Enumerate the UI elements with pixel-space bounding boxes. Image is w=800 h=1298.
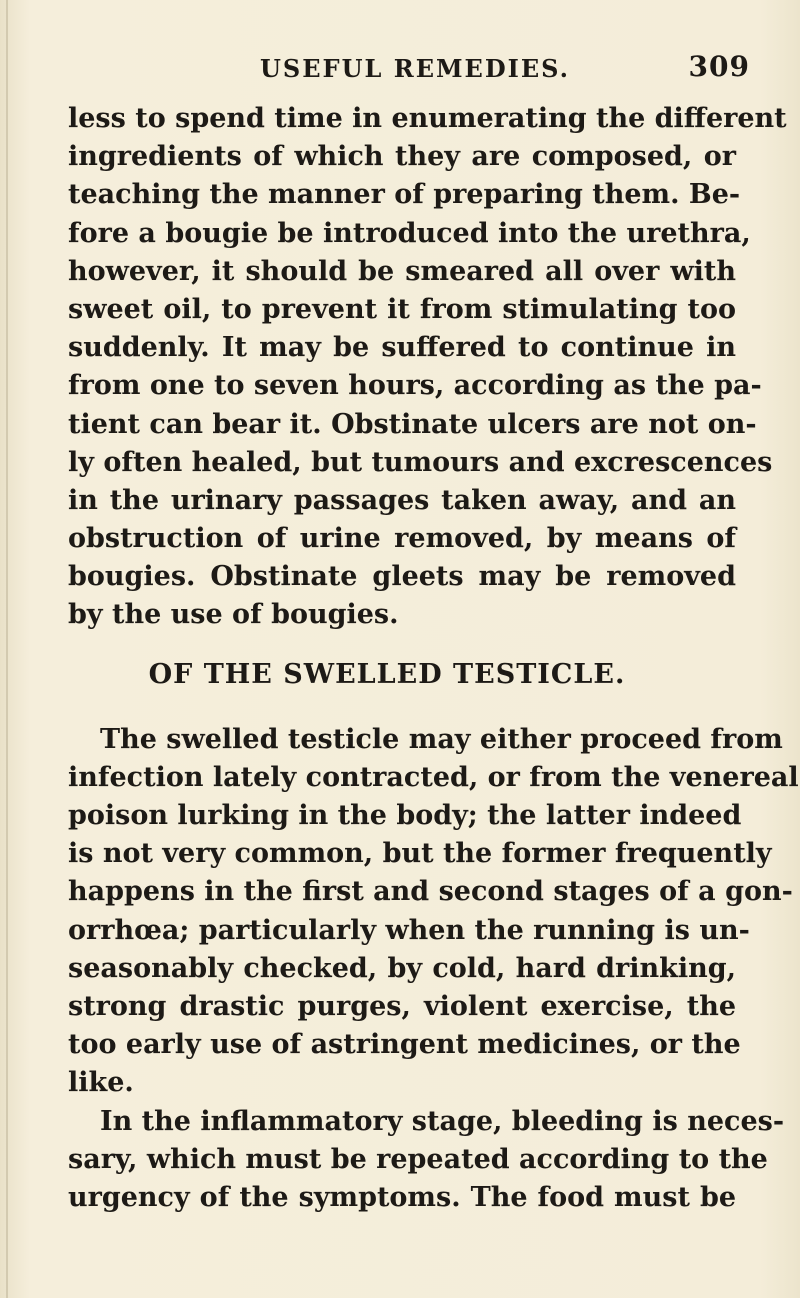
text-line: ingredients of which they are composed, or (68, 141, 736, 173)
text-line: infection lately contracted, or from the venereal (68, 761, 799, 793)
text-line: tient can bear it. Obstinate ulcers are not on- (68, 408, 757, 440)
text-line: sweet oil, to prevent it from stimulating too (68, 293, 736, 325)
text-line: from one to seven hours, according as the pa- (68, 370, 762, 402)
paragraph-continued (68, 100, 787, 635)
body-text (68, 100, 799, 1217)
text-line: too early use of astringent medicines, or the (68, 1029, 741, 1061)
text-line: The swelled testicle may either proceed from (100, 723, 783, 755)
text-line: ly often healed, but tumours and excrescences (68, 446, 773, 478)
text-line: fore a bougie be introduced into the urethra, (68, 217, 751, 249)
text-line: less to spend time in enumerating the different (68, 103, 787, 134)
text-line: sary, which must be repeated according to the (68, 1143, 768, 1175)
paragraph-swelled-testicle (68, 721, 799, 1103)
text-line: by the use of bougies. (68, 599, 399, 631)
text-line: obstruction of urine removed, by means of (68, 523, 736, 555)
text-line: happens in the first and second stages of a gon- (68, 876, 793, 908)
text-line: is not very common, but the former frequently (68, 838, 772, 870)
text-line: however, it should be smeared all over with (68, 255, 736, 287)
text-line: in the urinary passages taken away, and an (68, 484, 736, 516)
text-line: suddenly. It may be suffered to continue in (68, 332, 736, 364)
text-line: In the inflammatory stage, bleeding is neces- (100, 1105, 785, 1137)
running-title: USEFUL REMEDIES. (260, 54, 571, 83)
text-line: like. (68, 1067, 134, 1099)
page-number: 309 (688, 50, 750, 83)
text-line: seasonably checked, by cold, hard drinking, (68, 952, 736, 984)
text-line: strong drastic purges, violent exercise, the (68, 990, 736, 1022)
text-line: orrhœa; particularly when the running is un- (68, 914, 750, 946)
text-line: urgency of the symptoms. The food must be (68, 1181, 736, 1213)
text-line: bougies. Obstinate gleets may be removed (68, 561, 736, 593)
section-heading: OF THE SWELLED TESTICLE. (148, 658, 626, 690)
text-line: teaching the manner of preparing them. Be- (68, 179, 741, 211)
running-head (250, 50, 750, 90)
paragraph-inflammatory-stage (68, 1103, 785, 1218)
text-line: poison lurking in the body; the latter indeed (68, 800, 742, 831)
page-gutter-edge (6, 0, 8, 1298)
